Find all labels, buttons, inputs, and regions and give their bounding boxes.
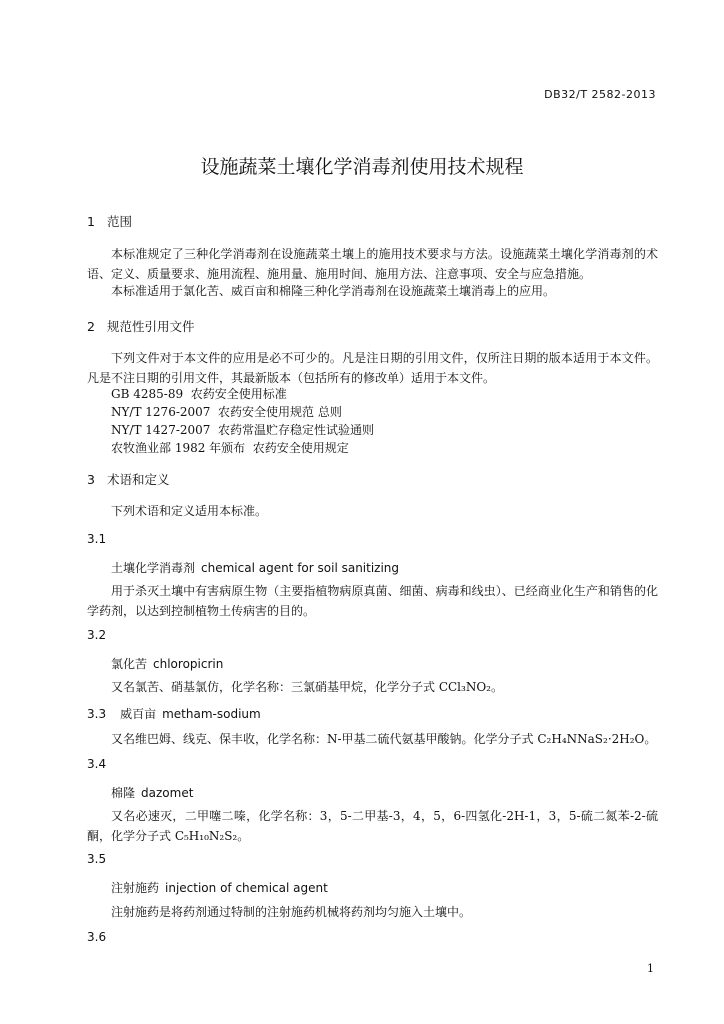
- term-chinese: 棉隆: [111, 786, 136, 800]
- term-chinese: 土壤化学消毒剂: [111, 561, 196, 575]
- section-1-paragraph-2: 本标准适用于氯化苦、威百亩和棉隆三种化学消毒剂在设施蔬菜土壤消毒上的应用。: [111, 284, 556, 298]
- term-definition: 注射施药是将药剂通过特制的注射施药机械将药剂均匀施入土壤中。: [111, 905, 472, 919]
- section-2-heading: [87, 317, 658, 335]
- section-3-paragraph-1: 下列术语和定义适用本标准。: [111, 504, 268, 518]
- term-title: [87, 784, 658, 801]
- reference-item: GB 4285-89 农药安全使用标准: [111, 387, 287, 401]
- term-number: 3.3: [87, 707, 107, 721]
- term-chinese: 注射施药: [111, 881, 160, 895]
- section-title: 范围: [107, 214, 133, 229]
- document-code: DB32/T 2582-2013: [544, 88, 656, 101]
- page-number: 1: [647, 962, 654, 975]
- term-title: [87, 879, 658, 896]
- reference-item: 农牧渔业部 1982 年颁布 农药安全使用规定: [111, 441, 349, 455]
- term-number: 3.6: [87, 930, 107, 944]
- term-title: [87, 655, 658, 672]
- term-3-3-line: [87, 705, 658, 722]
- section-title: 规范性引用文件: [107, 319, 195, 334]
- section-number: 1: [87, 214, 95, 229]
- document-title: 设施蔬菜土壤化学消毒剂使用技术规程: [200, 156, 524, 178]
- term-chinese: 氯化苦: [111, 657, 148, 671]
- term-english: injection of chemical agent: [165, 881, 328, 895]
- term-english: chloropicrin: [153, 657, 224, 671]
- term-definition: 又名必速灭，二甲噻二嗪，化学名称：3，5-二甲基-3，4，5，6-四氢化-2H-1，3，5-硫二氮苯-2-硫酮，化学分子式 C₅H₁₀N₂S₂。: [87, 809, 658, 843]
- section-3-heading: [87, 470, 658, 488]
- section-1-paragraph-1: 本标准规定了三种化学消毒剂在设施蔬菜土壤上的施用技术要求与方法。设施蔬菜土壤化学消毒剂的术语、定义、质量要求、施用流程、施用量、施用时间、施用方法、注意事项、安全与应急措施。: [87, 247, 658, 281]
- term-number: 3.5: [87, 852, 107, 866]
- term-definition: 又名氯苦、硝基氯仿，化学名称：三氯硝基甲烷，化学分子式 CCl₃NO₂。: [111, 680, 503, 694]
- reference-list: [87, 385, 658, 457]
- term-chinese: 威百亩: [120, 707, 157, 721]
- section-title: 术语和定义: [107, 472, 170, 487]
- term-definition: 又名维巴姆、线克、保丰收，化学名称：N-甲基二硫代氨基甲酸钠。化学分子式 C₂H₄NNaS₂·2H₂O。: [111, 732, 657, 746]
- section-2-paragraph-1: 下列文件对于本文件的应用是必不可少的。凡是注日期的引用文件，仅所注日期的版本适用于本文件。凡是不注日期的引用文件，其最新版本（包括所有的修改单）适用于本文件。: [87, 351, 658, 385]
- term-number: 3.4: [87, 757, 107, 771]
- section-number: 3: [87, 472, 95, 487]
- term-english: dazomet: [141, 786, 194, 800]
- section-1-heading: [87, 212, 658, 230]
- reference-item: NY/T 1276-2007 农药安全使用规范 总则: [111, 405, 342, 419]
- reference-item: NY/T 1427-2007 农药常温贮存稳定性试验通则: [111, 423, 375, 437]
- section-number: 2: [87, 319, 95, 334]
- term-english: chemical agent for soil sanitizing: [201, 561, 400, 575]
- term-english: metham-sodium: [162, 707, 261, 721]
- term-number: 3.1: [87, 532, 107, 546]
- term-number: 3.2: [87, 628, 107, 642]
- term-definition: 用于杀灭土壤中有害病原生物（主要指植物病原真菌、细菌、病毒和线虫）、已经商业化生产和销售的化学药剂，以达到控制植物土传病害的目的。: [87, 584, 658, 618]
- term-title: [87, 559, 658, 576]
